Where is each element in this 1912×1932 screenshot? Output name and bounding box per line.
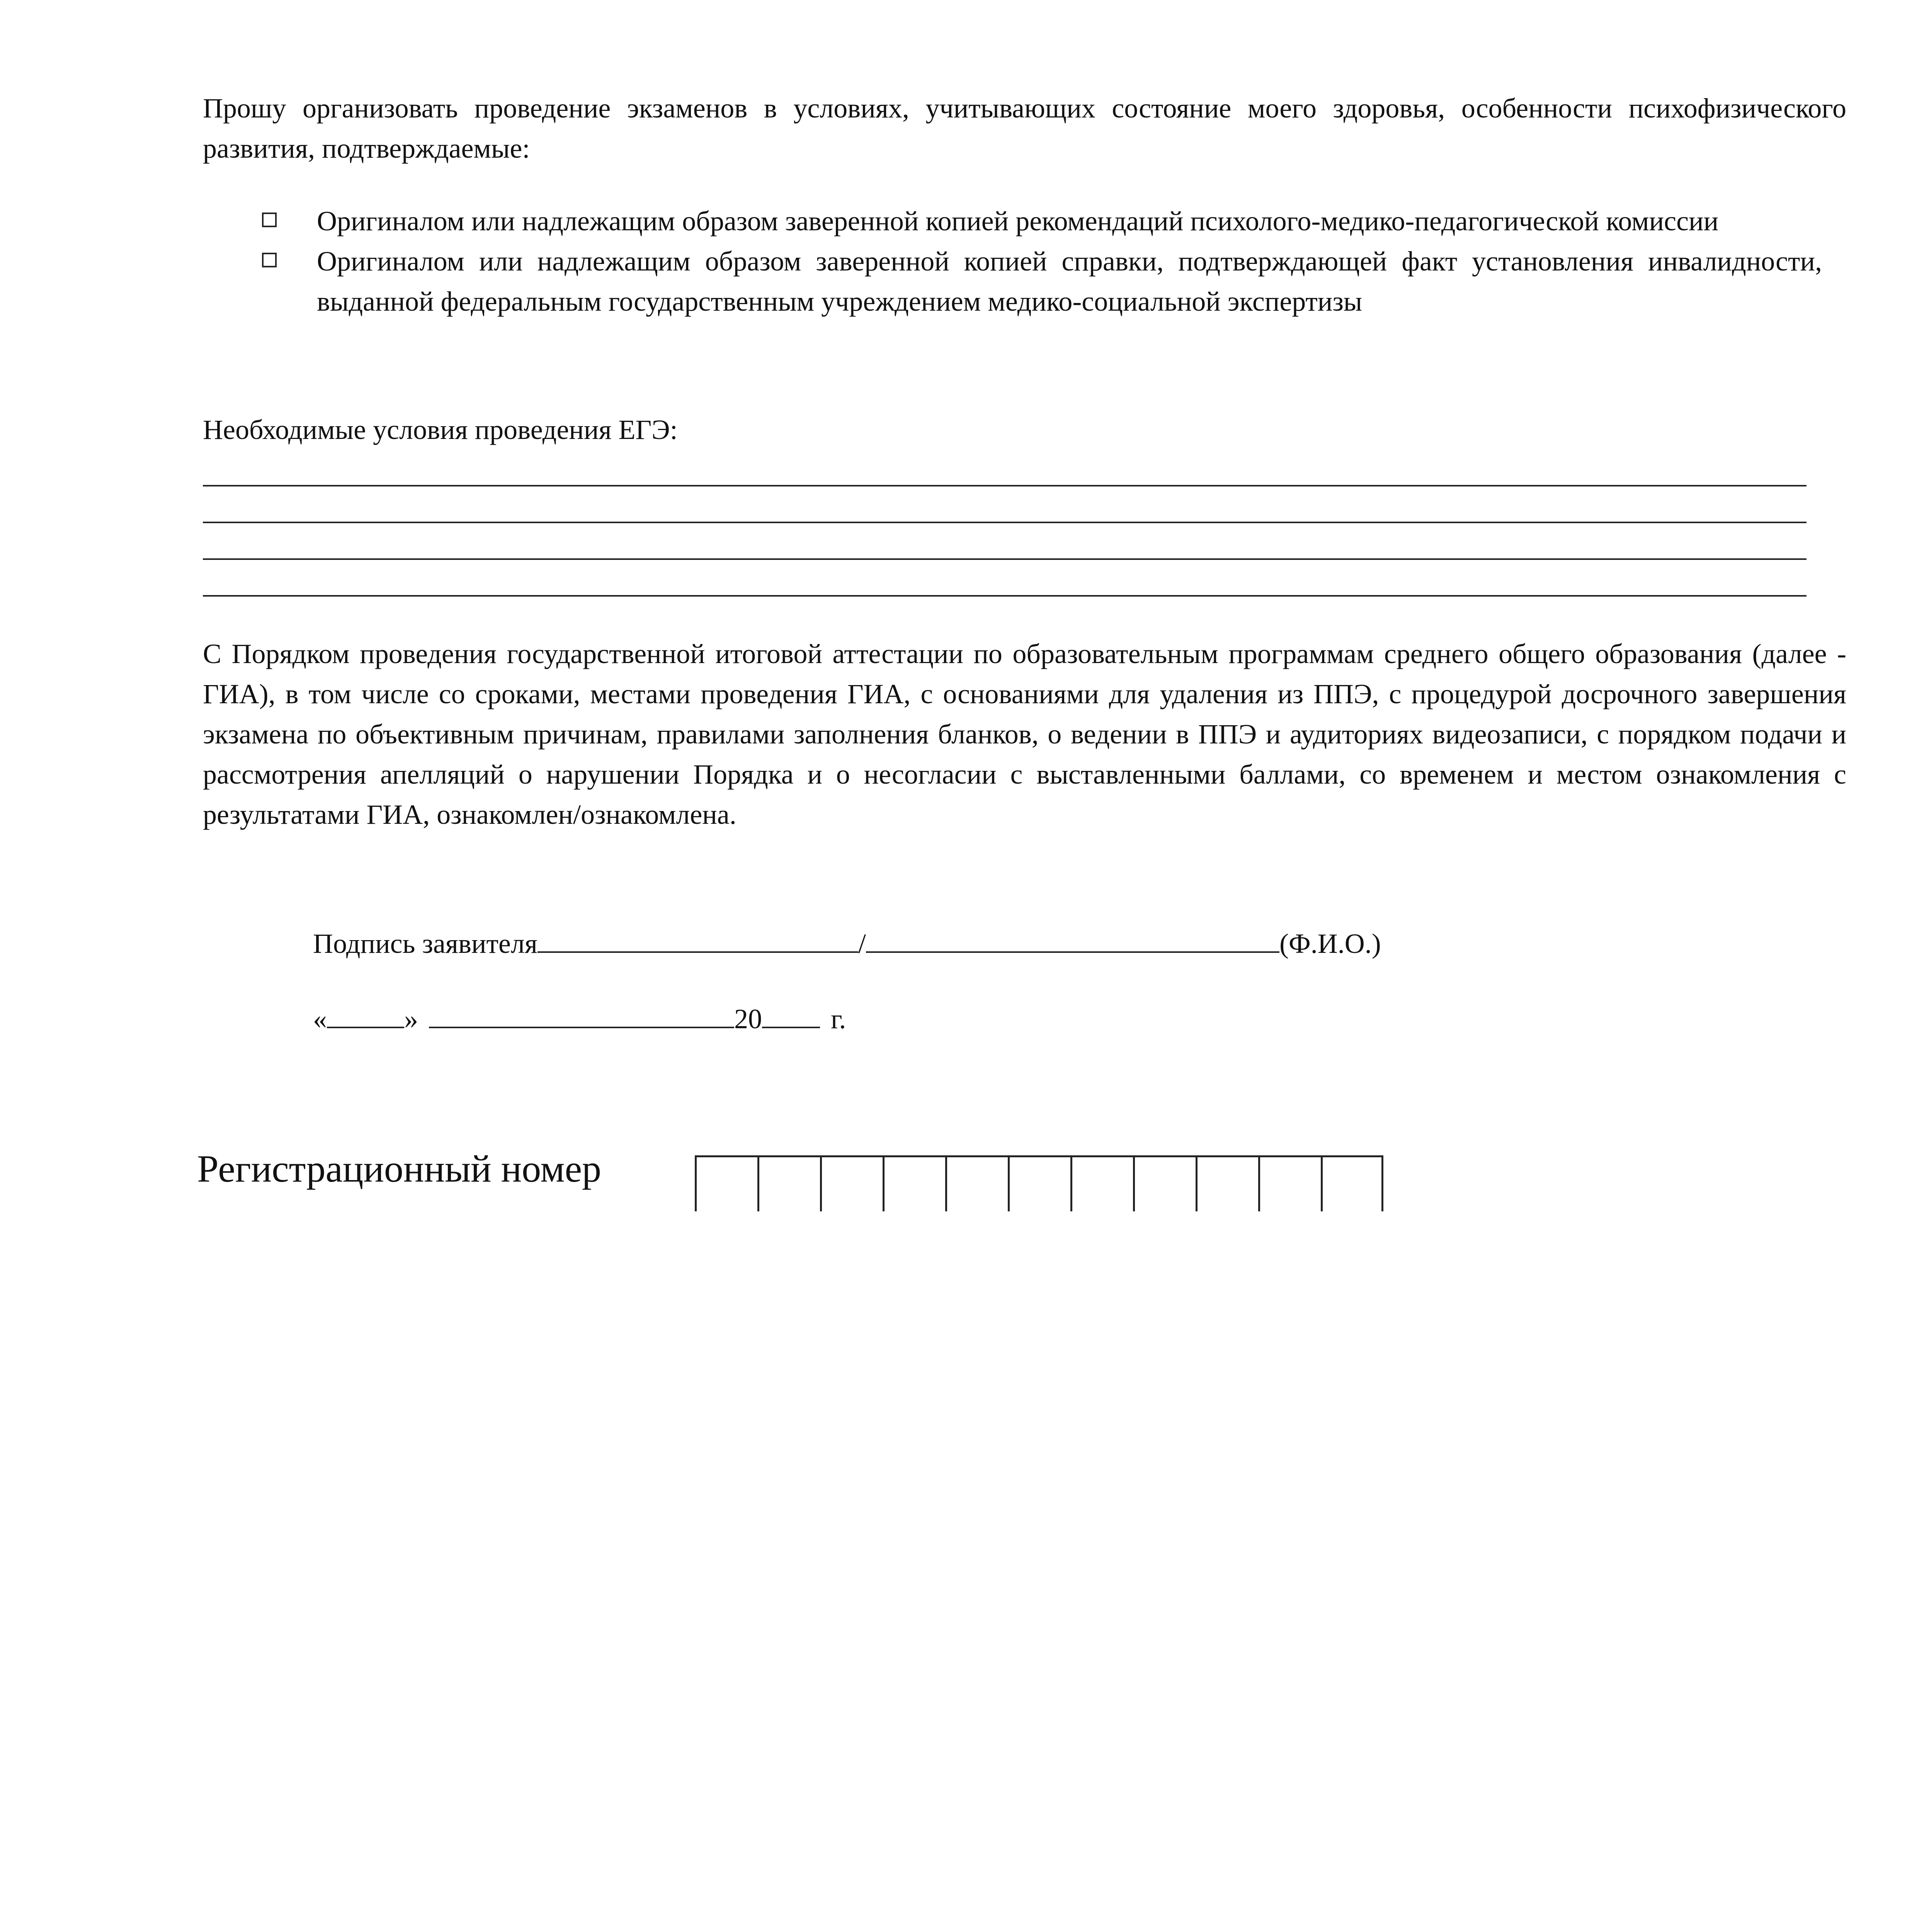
registration-number-cell[interactable] [1321,1157,1383,1211]
disability-option-label: Оригиналом или надлежащим образом заверенной копией справки, подтверждающей факт установления инвалидности, выданной федеральным государственным учреждением медико-социальной экспертизы [317,246,1822,317]
signature-separator: / [858,928,866,959]
day-close-quote: » [404,1003,418,1034]
registration-number-cell[interactable] [820,1157,883,1211]
document-option-disability[interactable] [259,241,1822,321]
procedure-acknowledgement: С Порядком проведения государственной итоговой аттестации по образовательным программам среднего общего образования (далее - ГИА), в том числе со сроками, местами проведения ГИА, с основаниями для удаления из ППЭ, с процедурой досрочного завершения экзамена по объективным причинам, правилами заполнения бланков, о ведении в ППЭ и аудиториях видеозаписи, с порядком подачи и рассмотрения апелляций о нарушении Порядка и о несогласии с выставленными баллами, со временем и местом ознакомления с результатами ГИА, ознакомлен/ознакомлена. [203,638,1846,830]
registration-number-cell[interactable] [1008,1157,1070,1211]
registration-number-cell[interactable] [945,1157,1008,1211]
exam-conditions-line-2[interactable] [203,522,1807,523]
exam-conditions-label: Необходимые условия проведения ЕГЭ: [203,414,678,445]
registration-number-cell[interactable] [757,1157,820,1211]
year-suffix: г. [831,1003,846,1034]
year-field[interactable] [762,1000,820,1028]
date-row [313,999,846,1039]
signature-row [313,923,1381,964]
pmpk-checkbox[interactable] [262,213,277,227]
document-checklist [259,201,1822,321]
document-option-pmpk[interactable] [259,201,1822,241]
fio-label: (Ф.И.О.) [1279,928,1381,959]
day-field[interactable] [327,1000,404,1028]
exam-conditions-line-1[interactable] [203,485,1807,486]
registration-number-cell[interactable] [1133,1157,1196,1211]
registration-number-cell[interactable] [1196,1157,1258,1211]
registration-number-cell[interactable] [695,1157,757,1211]
registration-number-cell[interactable] [1258,1157,1321,1211]
year-prefix: 20 [734,1003,762,1034]
month-field[interactable] [429,1000,734,1028]
registration-number-cell[interactable] [883,1157,945,1211]
registration-number-label: Регистрационный номер [197,1147,601,1190]
day-open-quote: « [313,1003,327,1034]
registration-number-cell[interactable] [1070,1157,1133,1211]
fio-field[interactable] [866,924,1279,953]
registration-number-cells[interactable] [695,1155,1383,1211]
disability-checkbox[interactable] [262,253,277,267]
exam-conditions-line-3[interactable] [203,558,1807,560]
signature-label: Подпись заявителя [313,928,538,959]
pmpk-option-label: Оригиналом или надлежащим образом заверенной копией рекомендаций психолого-медико-педагогической комиссии [317,206,1719,236]
signature-field[interactable] [538,924,858,953]
intro-paragraph: Прошу организовать проведение экзаменов в условиях, учитывающих состояние моего здоровья, особенности психофизического развития, подтверждаемые: [203,93,1846,164]
exam-conditions-line-4[interactable] [203,595,1807,597]
